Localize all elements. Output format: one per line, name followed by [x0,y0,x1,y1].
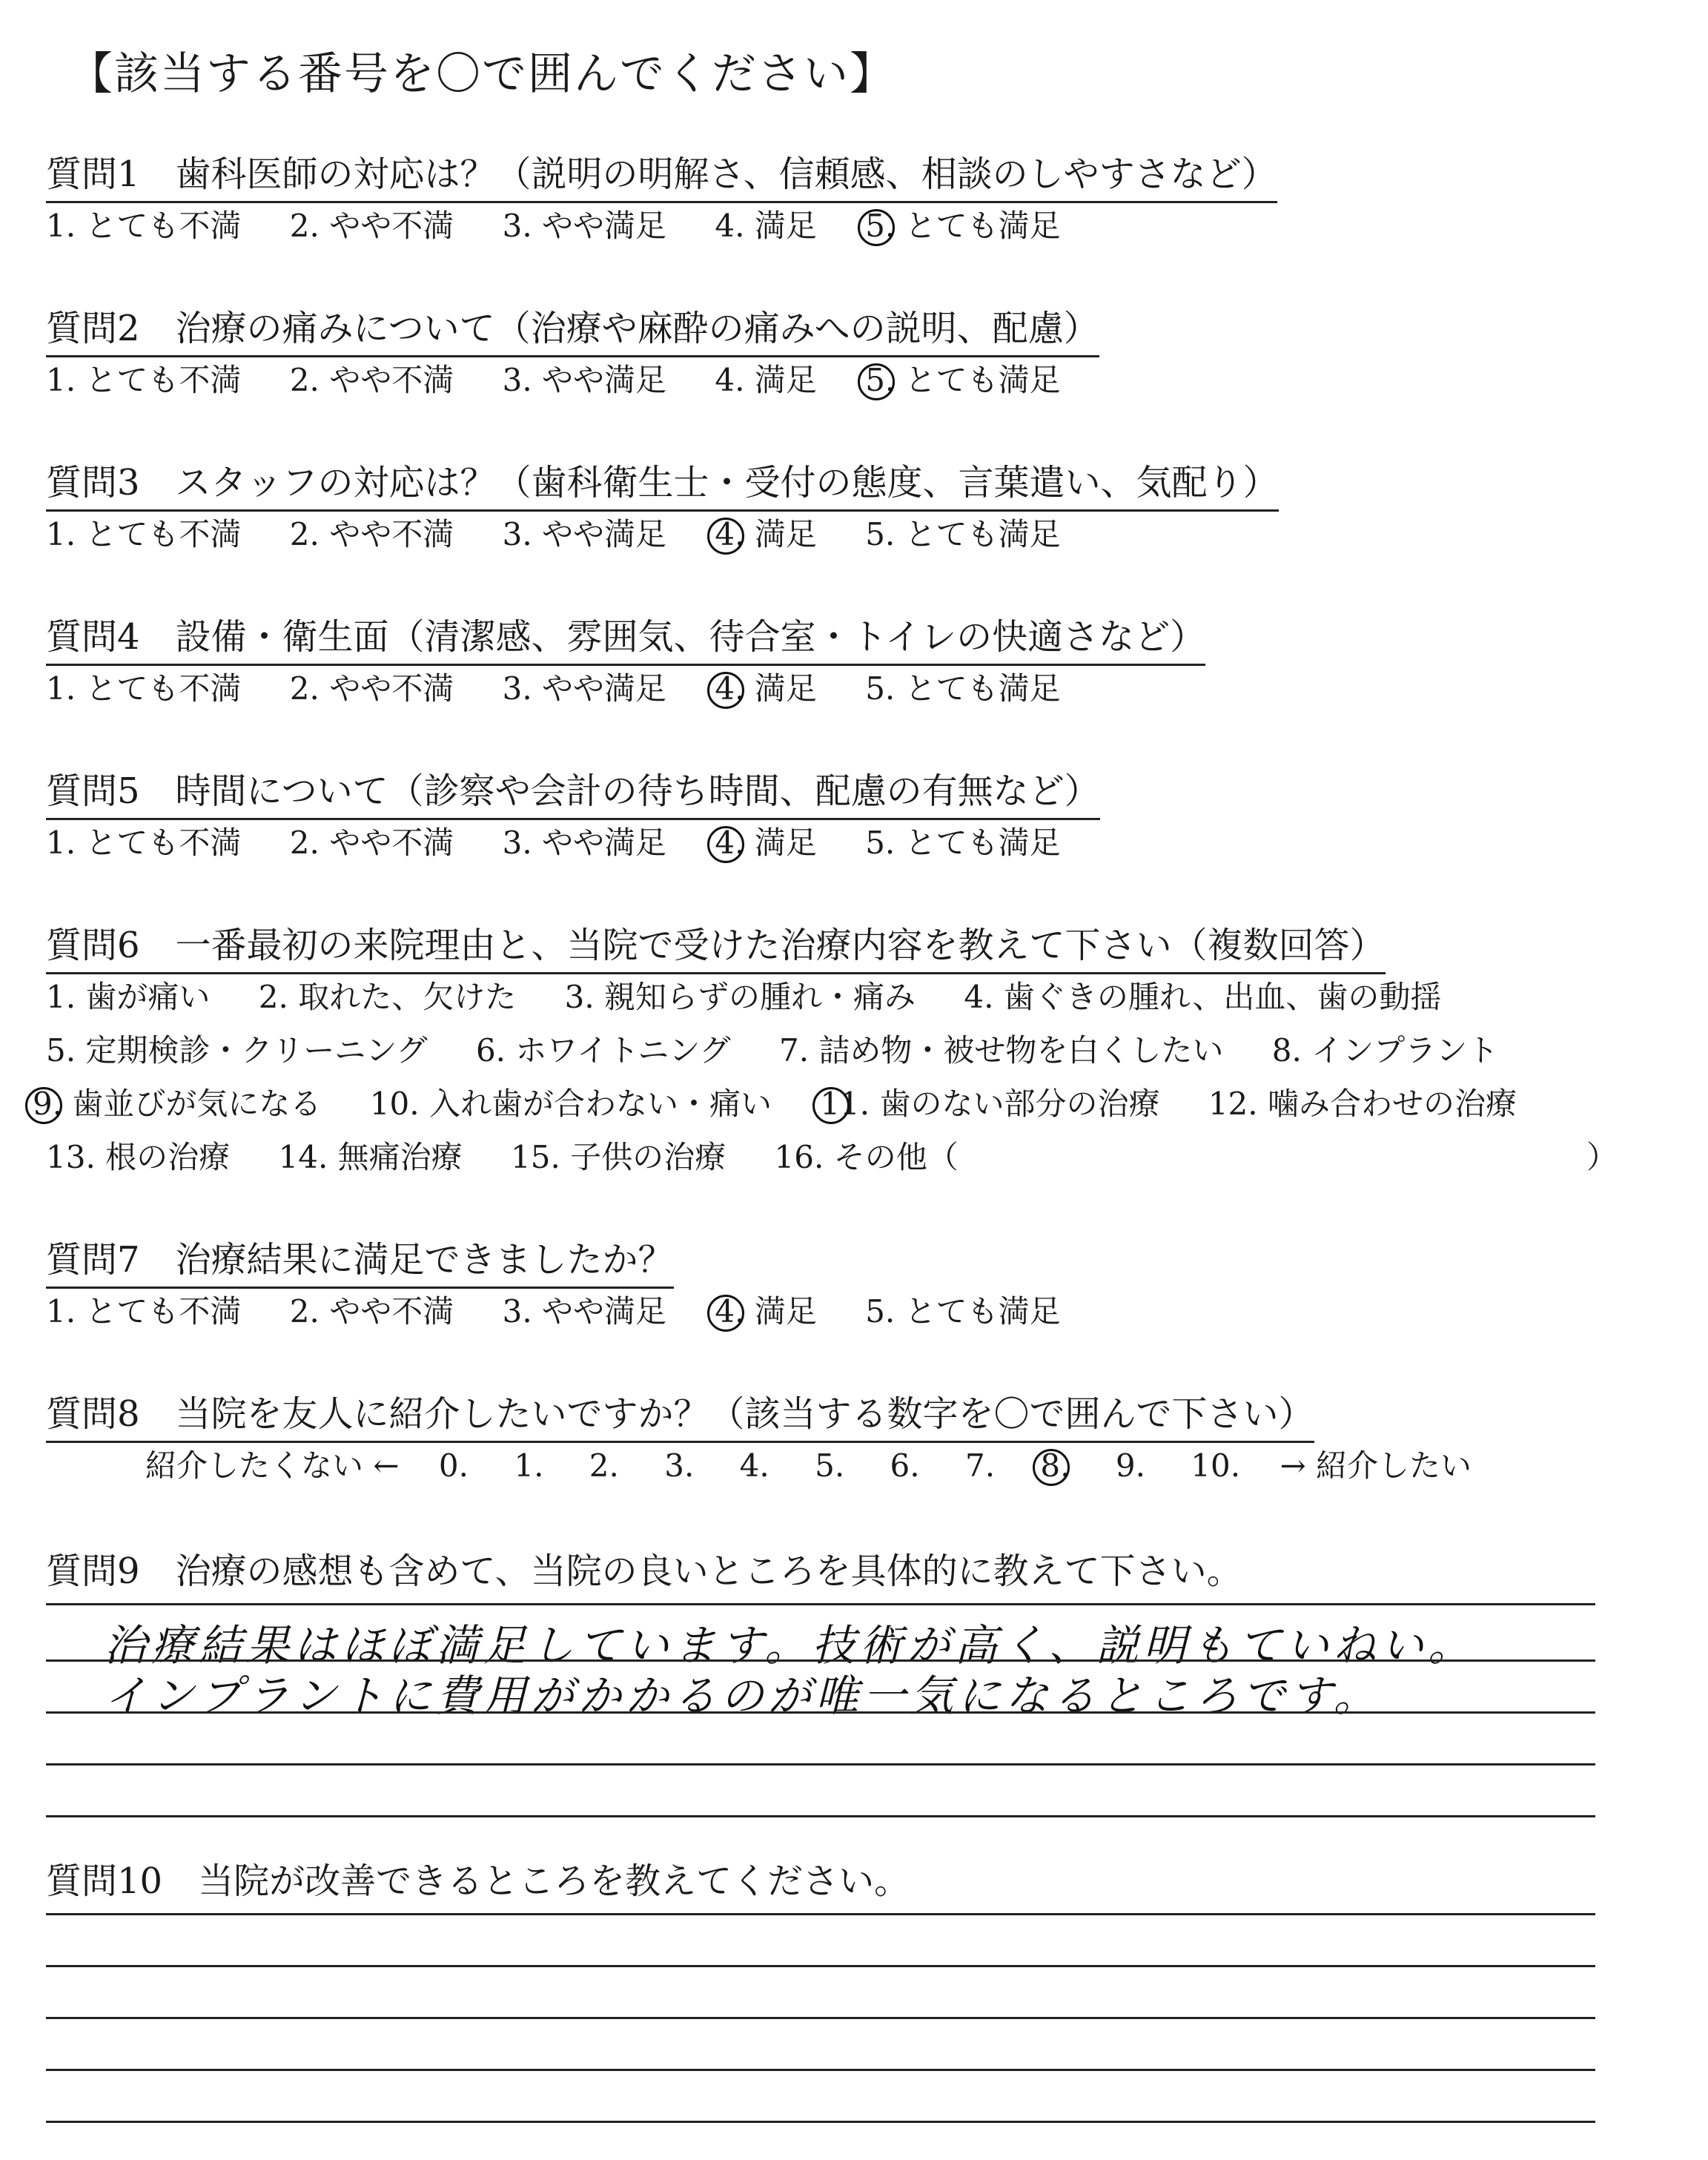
q6-option-5[interactable]: 5. 定期検診・クリーニング [46,1032,428,1069]
q1-option-4[interactable]: 4. 満足 [715,208,817,244]
q4-option-2[interactable]: 2. やや不満 [289,670,454,707]
question-1-options [46,202,1099,246]
question-8-scale [145,1441,1472,1486]
q7-option-4[interactable]: 4. 満足 [715,1293,817,1330]
q7-option-5[interactable]: 5. とても満足 [865,1293,1061,1330]
question-6-options-row-4 [46,1133,997,1178]
q6-option-8[interactable]: 8. インプラント [1271,1032,1499,1069]
q8-score-4[interactable]: 4. [739,1447,769,1484]
q3-option-5[interactable]: 5. とても満足 [865,516,1061,552]
q8-left-label: 紹介したくない ← [145,1447,400,1484]
q7-option-2[interactable]: 2. やや不満 [289,1293,454,1330]
question-6-options-row-1 [46,973,1480,1017]
q5-option-5[interactable]: 5. とても満足 [865,825,1061,861]
q2-option-3[interactable]: 3. やや満足 [502,362,667,398]
question-5-label: 質問5 時間について（診察や会計の待ち時間、配慮の有無など） [46,762,1100,820]
question-6-options-row-3 [33,1080,1555,1124]
q10-answer-rule-2[interactable] [46,1965,1595,1967]
q8-score-1[interactable]: 1. [514,1447,544,1484]
q7-option-1[interactable]: 1. とても不満 [46,1293,242,1330]
q6-option-7[interactable]: 7. 詰め物・被せ物を白くしたい [778,1032,1224,1069]
q8-score-9[interactable]: 9. [1115,1447,1145,1484]
q6-option-9[interactable]: 9. 歯並びが気になる [33,1086,322,1122]
q10-answer-rule-4[interactable] [46,2069,1595,2071]
q6-option-2[interactable]: 2. 取れた、欠けた [258,979,517,1015]
q8-score-8[interactable]: 8. [1040,1447,1070,1484]
q9-handwritten-answer-line-1[interactable]: 治療結果はほぼ満足しています。技術が高く、説明もていねい。 [104,1620,1476,1671]
q3-option-2[interactable]: 2. やや不満 [289,516,454,552]
q8-score-0[interactable]: 0. [438,1447,469,1484]
question-4-options [46,664,1099,709]
question-3-label: 質問3 スタッフの対応は？（歯科衛生士・受付の態度、言葉遣い、気配り） [46,454,1279,512]
q3-option-3[interactable]: 3. やや満足 [502,516,667,552]
q8-right-label: → 紹介したい [1280,1447,1472,1484]
q4-option-1[interactable]: 1. とても不満 [46,670,242,707]
page-title: 【該当する番号を〇で囲んでください】 [68,48,896,100]
q8-score-7[interactable]: 7. [964,1447,996,1484]
question-3-options [46,510,1099,555]
q6-option-15[interactable]: 15. 子供の治療 [511,1139,726,1175]
q1-option-3[interactable]: 3. やや満足 [502,208,667,244]
q4-option-5[interactable]: 5. とても満足 [865,670,1061,707]
q8-score-10[interactable]: 10. [1191,1447,1241,1484]
q9-answer-rule-3 [46,1711,1595,1714]
question-6-label: 質問6 一番最初の来院理由と、当院で受けた治療内容を教えて下さい（複数回答） [46,916,1386,974]
q6-other-close-paren: ） [1586,1139,1618,1175]
q8-score-5[interactable]: 5. [815,1447,845,1484]
q5-option-2[interactable]: 2. やや不満 [289,825,454,861]
question-6-options-row-2 [46,1026,1537,1071]
q10-answer-rule-5[interactable] [46,2121,1595,2123]
q2-option-1[interactable]: 1. とても不満 [46,362,242,398]
question-1-label: 質問1 歯科医師の対応は？（説明の明解さ、信頼感、相談のしやすさなど） [46,145,1277,203]
q8-score-6[interactable]: 6. [890,1447,920,1484]
q2-option-2[interactable]: 2. やや不満 [289,362,454,398]
question-8-label: 質問8 当院を友人に紹介したいですか？（該当する数字を〇で囲んで下さい） [46,1385,1314,1443]
q6-option-11[interactable]: 11. 歯のない部分の治療 [820,1086,1160,1122]
q6-option-14[interactable]: 14. 無痛治療 [278,1139,463,1175]
q5-option-1[interactable]: 1. とても不満 [46,825,242,861]
q8-score-3[interactable]: 3. [664,1447,695,1484]
question-2-label: 質問2 治療の痛みについて（治療や麻酔の痛みへの説明、配慮） [46,300,1099,357]
q7-option-3[interactable]: 3. やや満足 [502,1293,667,1330]
q9-answer-rule-4 [46,1763,1595,1766]
q10-answer-rule-3[interactable] [46,2017,1595,2019]
q2-option-4[interactable]: 4. 満足 [715,362,817,398]
q4-option-4[interactable]: 4. 満足 [715,670,817,707]
q2-option-5[interactable]: 5. とても満足 [865,362,1061,398]
q3-option-4[interactable]: 4. 満足 [715,516,817,552]
q8-score-2[interactable]: 2. [589,1447,619,1484]
q3-option-1[interactable]: 1. とても不満 [46,516,242,552]
q6-option-1[interactable]: 1. 歯が痛い [46,979,211,1015]
question-7-options [46,1287,1099,1332]
q1-option-1[interactable]: 1. とても不満 [46,208,242,244]
q9-answer-rule-5 [46,1815,1595,1817]
q6-option-10[interactable]: 10. 入れ歯が合わない・痛い [369,1086,772,1122]
question-10-label: 質問10 当院が改善できるところを教えてください。 [46,1860,910,1902]
question-5-options [46,819,1099,863]
q6-option-6[interactable]: 6. ホワイトニング [475,1032,731,1069]
q6-option-16[interactable]: 16. その他（ [774,1139,959,1175]
question-7-label: 質問7 治療結果に満足できましたか？ [46,1231,674,1289]
question-4-label: 質問4 設備・衛生面（清潔感、雰囲気、待合室・トイレの快適さなど） [46,608,1205,666]
q6-option-4[interactable]: 4. 歯ぐきの腫れ、出血、歯の動揺 [964,979,1442,1015]
q6-option-13[interactable]: 13. 根の治療 [46,1139,231,1175]
q5-option-3[interactable]: 3. やや満足 [502,825,667,861]
question-9-label: 質問9 治療の感想も含めて、当院の良いところを具体的に教えて下さい。 [46,1550,1242,1592]
q1-option-5[interactable]: 5. とても満足 [865,208,1061,244]
question-2-options [46,356,1099,400]
q5-option-4[interactable]: 4. 満足 [715,825,817,861]
q6-option-3[interactable]: 3. 親知らずの腫れ・痛み [564,979,916,1015]
q6-option-12[interactable]: 12. 噛み合わせの治療 [1208,1086,1517,1122]
q1-option-2[interactable]: 2. やや不満 [289,208,454,244]
q10-answer-rule-1[interactable] [46,1913,1595,1915]
q9-handwritten-answer-line-2[interactable]: インプラントに費用がかかるのが唯一気になるところです。 [104,1671,1381,1721]
q9-answer-rule-1 [46,1603,1595,1605]
q4-option-3[interactable]: 3. やや満足 [502,670,667,707]
